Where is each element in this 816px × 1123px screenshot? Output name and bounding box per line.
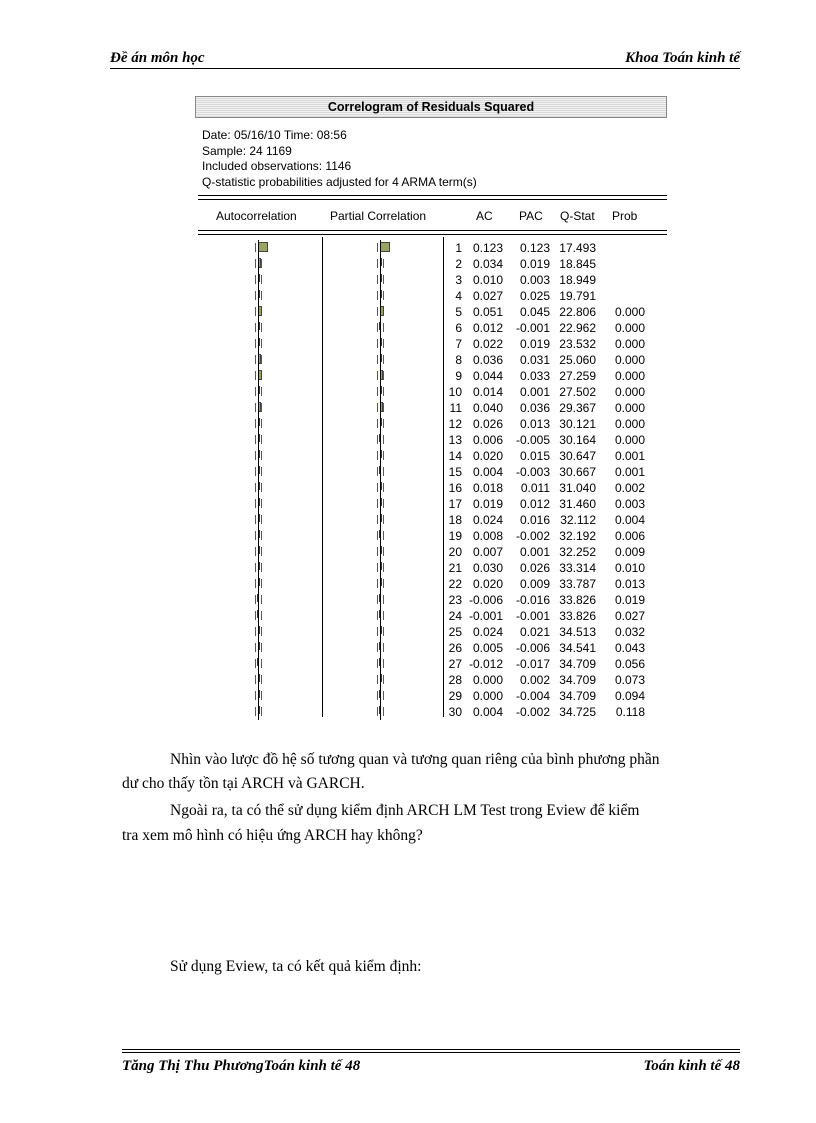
cell-prob: 0.000 xyxy=(614,337,645,351)
table-row xyxy=(195,704,667,720)
table-row xyxy=(195,400,667,416)
cell-q: 17.493 xyxy=(559,241,596,255)
cell-pac: -0.001 xyxy=(515,609,550,623)
cell-q: 32.252 xyxy=(559,545,596,559)
cell-lag: 14 xyxy=(448,449,462,463)
cell-q: 34.513 xyxy=(559,625,596,639)
table-row xyxy=(195,448,667,464)
cell-q: 34.541 xyxy=(559,641,596,655)
footer-rule-1 xyxy=(122,1049,740,1050)
cell-lag: 20 xyxy=(448,545,462,559)
cell-q: 32.192 xyxy=(559,529,596,543)
cell-lag: 5 xyxy=(455,305,462,319)
table-row xyxy=(195,288,667,304)
table-row xyxy=(195,576,667,592)
cell-q: 33.826 xyxy=(559,609,596,623)
cell-q: 22.962 xyxy=(559,321,596,335)
cell-lag: 10 xyxy=(448,385,462,399)
cell-lag: 6 xyxy=(455,321,462,335)
cell-prob: 0.013 xyxy=(614,577,645,591)
table-row xyxy=(195,240,667,256)
meta-sample: Sample: 24 1169 xyxy=(202,143,292,158)
cell-lag: 3 xyxy=(455,273,462,287)
cell-ac: 0.004 xyxy=(472,465,503,479)
cell-pac: 0.011 xyxy=(520,481,550,495)
cell-pac: 0.036 xyxy=(519,401,550,415)
cell-lag: 8 xyxy=(455,353,462,367)
table-row xyxy=(195,464,667,480)
cell-prob: 0.000 xyxy=(614,433,645,447)
table-row xyxy=(195,624,667,640)
cell-q: 34.709 xyxy=(559,673,596,687)
cell-pac: 0.002 xyxy=(519,673,550,687)
table-row xyxy=(195,544,667,560)
meta-qstat-note: Q-statistic probabilities adjusted for 4 ARMA term(s) xyxy=(202,174,477,189)
cell-prob: 0.004 xyxy=(614,513,645,527)
cell-prob: 0.000 xyxy=(614,369,645,383)
cell-lag: 22 xyxy=(448,577,462,591)
cell-pac: 0.012 xyxy=(519,497,550,511)
table-row xyxy=(195,512,667,528)
cell-prob: 0.006 xyxy=(614,529,645,543)
cell-lag: 29 xyxy=(448,689,462,703)
footer-right: Toán kinh tế 48 xyxy=(643,1058,740,1074)
col-autocorrelation: Autocorrelation xyxy=(216,209,297,223)
cell-ac: 0.044 xyxy=(472,369,503,383)
cell-ac: 0.051 xyxy=(472,305,503,319)
cell-lag: 17 xyxy=(448,497,462,511)
cell-q: 23.532 xyxy=(559,337,596,351)
cell-ac: 0.026 xyxy=(472,417,503,431)
cell-ac: 0.014 xyxy=(472,385,503,399)
cell-pac: -0.005 xyxy=(515,433,550,447)
cell-ac: 0.008 xyxy=(472,529,503,543)
table-row xyxy=(195,384,667,400)
cell-prob: 0.000 xyxy=(614,385,645,399)
cell-lag: 13 xyxy=(448,433,462,447)
paragraph-2-line-2: tra xem mô hình có hiệu ứng ARCH hay không? xyxy=(122,827,423,844)
cell-prob: 0.094 xyxy=(614,689,645,703)
column-headers xyxy=(195,200,667,230)
cell-lag: 15 xyxy=(448,465,462,479)
table-row xyxy=(195,656,667,672)
cell-prob: 0.118 xyxy=(615,705,645,719)
correlogram-panel xyxy=(195,96,667,719)
cell-q: 32.112 xyxy=(560,513,596,527)
cell-lag: 26 xyxy=(448,641,462,655)
table-row xyxy=(195,608,667,624)
cell-prob: 0.009 xyxy=(614,545,645,559)
cell-lag: 23 xyxy=(448,593,462,607)
col-partial-correlation: Partial Correlation xyxy=(330,209,427,223)
cell-ac: 0.007 xyxy=(472,545,503,559)
paragraph-1-line-1: Nhìn vào lược đồ hệ số tương quan và tương quan riêng của bình phương phần xyxy=(170,751,660,768)
cell-prob: 0.000 xyxy=(614,401,645,415)
table-row xyxy=(195,304,667,320)
table-row xyxy=(195,352,667,368)
cell-q: 31.460 xyxy=(559,497,596,511)
cell-q: 30.121 xyxy=(559,417,596,431)
cell-pac: 0.025 xyxy=(519,289,550,303)
cell-pac: -0.006 xyxy=(515,641,550,655)
cell-prob: 0.043 xyxy=(614,641,645,655)
table-row xyxy=(195,640,667,656)
cell-q: 34.709 xyxy=(559,689,596,703)
cell-q: 29.367 xyxy=(559,401,596,415)
cell-ac: 0.040 xyxy=(472,401,503,415)
cell-lag: 7 xyxy=(455,337,462,351)
table-row xyxy=(195,592,667,608)
cell-prob: 0.000 xyxy=(614,417,645,431)
cell-prob: 0.001 xyxy=(614,449,645,463)
cell-ac: 0.123 xyxy=(472,241,503,255)
cell-prob: 0.032 xyxy=(614,625,645,639)
table-row xyxy=(195,368,667,384)
cell-q: 33.826 xyxy=(559,593,596,607)
cell-pac: -0.002 xyxy=(515,705,550,719)
header-left: Đề án môn học xyxy=(110,50,205,66)
paragraph-3: Sử dụng Eview, ta có kết quả kiểm định: xyxy=(170,958,422,975)
cell-ac: 0.020 xyxy=(472,449,503,463)
paragraph-1-line-2: dư cho thấy tồn tại ARCH và GARCH. xyxy=(122,775,365,792)
cell-q: 19.791 xyxy=(559,289,596,303)
col-pac: PAC xyxy=(519,209,543,223)
table-row xyxy=(195,688,667,704)
table-row xyxy=(195,480,667,496)
cell-pac: -0.003 xyxy=(515,465,550,479)
col-prob: Prob xyxy=(612,209,638,223)
correlogram-title: Correlogram of Residuals Squared xyxy=(195,96,667,118)
cell-pac: -0.002 xyxy=(515,529,550,543)
cell-lag: 4 xyxy=(455,289,462,303)
col-ac: AC xyxy=(476,209,493,223)
cell-ac: -0.012 xyxy=(468,657,503,671)
cell-prob: 0.000 xyxy=(614,321,645,335)
cell-lag: 28 xyxy=(448,673,462,687)
footer-rule-2 xyxy=(122,1052,740,1053)
cell-prob: 0.027 xyxy=(614,609,645,623)
correlogram-meta xyxy=(195,118,667,190)
cell-prob: 0.000 xyxy=(614,353,645,367)
cell-q: 18.845 xyxy=(559,257,596,271)
cell-lag: 21 xyxy=(448,561,462,575)
page-header xyxy=(110,46,740,69)
cell-q: 30.647 xyxy=(559,449,596,463)
cell-pac: -0.016 xyxy=(515,593,550,607)
cell-ac: 0.030 xyxy=(472,561,503,575)
cell-q: 22.806 xyxy=(559,305,596,319)
meta-observations: Included observations: 1146 xyxy=(202,159,352,173)
cell-pac: 0.123 xyxy=(519,241,550,255)
table-row xyxy=(195,256,667,272)
col-qstat: Q-Stat xyxy=(560,209,595,223)
cell-prob: 0.000 xyxy=(614,305,645,319)
cell-q: 30.164 xyxy=(559,433,596,447)
cell-pac: 0.013 xyxy=(519,417,550,431)
cell-lag: 2 xyxy=(455,257,462,271)
cell-pac: 0.016 xyxy=(519,513,550,527)
cell-pac: -0.001 xyxy=(515,321,550,335)
cell-ac: 0.018 xyxy=(472,481,503,495)
cell-lag: 11 xyxy=(449,401,462,415)
cell-ac: 0.010 xyxy=(472,273,503,287)
meta-date: Date: 05/16/10 Time: 08:56 xyxy=(202,128,347,142)
cell-ac: 0.012 xyxy=(472,321,503,335)
cell-pac: 0.031 xyxy=(519,353,550,367)
cell-ac: 0.006 xyxy=(472,433,503,447)
cell-lag: 30 xyxy=(448,705,462,719)
cell-ac: 0.024 xyxy=(472,513,503,527)
cell-ac: 0.005 xyxy=(472,641,503,655)
cell-pac: 0.026 xyxy=(519,561,550,575)
cell-prob: 0.019 xyxy=(614,593,645,607)
cell-ac: 0.027 xyxy=(472,289,503,303)
cell-q: 18.949 xyxy=(559,273,596,287)
cell-q: 25.060 xyxy=(559,353,596,367)
cell-prob: 0.002 xyxy=(614,481,645,495)
cell-lag: 18 xyxy=(448,513,462,527)
table-row xyxy=(195,336,667,352)
cell-ac: 0.024 xyxy=(472,625,503,639)
cell-prob: 0.010 xyxy=(614,561,645,575)
cell-q: 30.667 xyxy=(559,465,596,479)
cell-q: 31.040 xyxy=(559,481,596,495)
cell-prob: 0.056 xyxy=(614,657,645,671)
cell-lag: 9 xyxy=(455,369,462,383)
cell-ac: 0.020 xyxy=(472,577,503,591)
cell-pac: -0.017 xyxy=(515,657,550,671)
cell-q: 27.259 xyxy=(559,369,596,383)
cell-lag: 25 xyxy=(448,625,462,639)
header-right: Khoa Toán kinh tế xyxy=(625,50,740,66)
cell-lag: 1 xyxy=(455,241,462,255)
cell-pac: -0.004 xyxy=(515,689,550,703)
cell-ac: 0.000 xyxy=(472,689,503,703)
cell-pac: 0.003 xyxy=(519,273,550,287)
cell-lag: 24 xyxy=(448,609,462,623)
cell-ac: -0.001 xyxy=(468,609,503,623)
cell-pac: 0.045 xyxy=(519,305,550,319)
cell-pac: 0.021 xyxy=(519,625,550,639)
cell-q: 34.725 xyxy=(559,705,596,719)
correlogram-rows xyxy=(195,235,667,719)
cell-q: 27.502 xyxy=(559,385,596,399)
table-row xyxy=(195,416,667,432)
cell-pac: 0.019 xyxy=(519,257,550,271)
cell-ac: 0.036 xyxy=(472,353,503,367)
table-row xyxy=(195,672,667,688)
cell-ac: 0.000 xyxy=(472,673,503,687)
cell-lag: 12 xyxy=(448,417,462,431)
cell-pac: 0.015 xyxy=(519,449,550,463)
cell-prob: 0.001 xyxy=(614,465,645,479)
cell-q: 33.787 xyxy=(559,577,596,591)
cell-q: 34.709 xyxy=(559,657,596,671)
cell-lag: 19 xyxy=(448,529,462,543)
table-row xyxy=(195,272,667,288)
cell-pac: 0.001 xyxy=(519,385,550,399)
cell-ac: 0.034 xyxy=(472,257,503,271)
cell-ac: 0.022 xyxy=(472,337,503,351)
cell-ac: 0.004 xyxy=(472,705,503,719)
cell-ac: -0.006 xyxy=(468,593,503,607)
table-row xyxy=(195,496,667,512)
table-row xyxy=(195,560,667,576)
table-row xyxy=(195,432,667,448)
footer-left: Tăng Thị Thu PhươngToán kinh tế 48 xyxy=(122,1058,361,1074)
cell-ac: 0.019 xyxy=(472,497,503,511)
cell-pac: 0.033 xyxy=(519,369,550,383)
cell-pac: 0.019 xyxy=(519,337,550,351)
cell-pac: 0.009 xyxy=(519,577,550,591)
table-row xyxy=(195,528,667,544)
cell-pac: 0.001 xyxy=(519,545,550,559)
cell-lag: 16 xyxy=(448,481,462,495)
cell-q: 33.314 xyxy=(559,561,596,575)
table-row xyxy=(195,320,667,336)
cell-lag: 27 xyxy=(448,657,462,671)
cell-prob: 0.073 xyxy=(614,673,645,687)
cell-prob: 0.003 xyxy=(614,497,645,511)
paragraph-2-line-1: Ngoài ra, ta có thể sử dụng kiểm định ARCH LM Test trong Eview để kiểm xyxy=(170,802,640,819)
